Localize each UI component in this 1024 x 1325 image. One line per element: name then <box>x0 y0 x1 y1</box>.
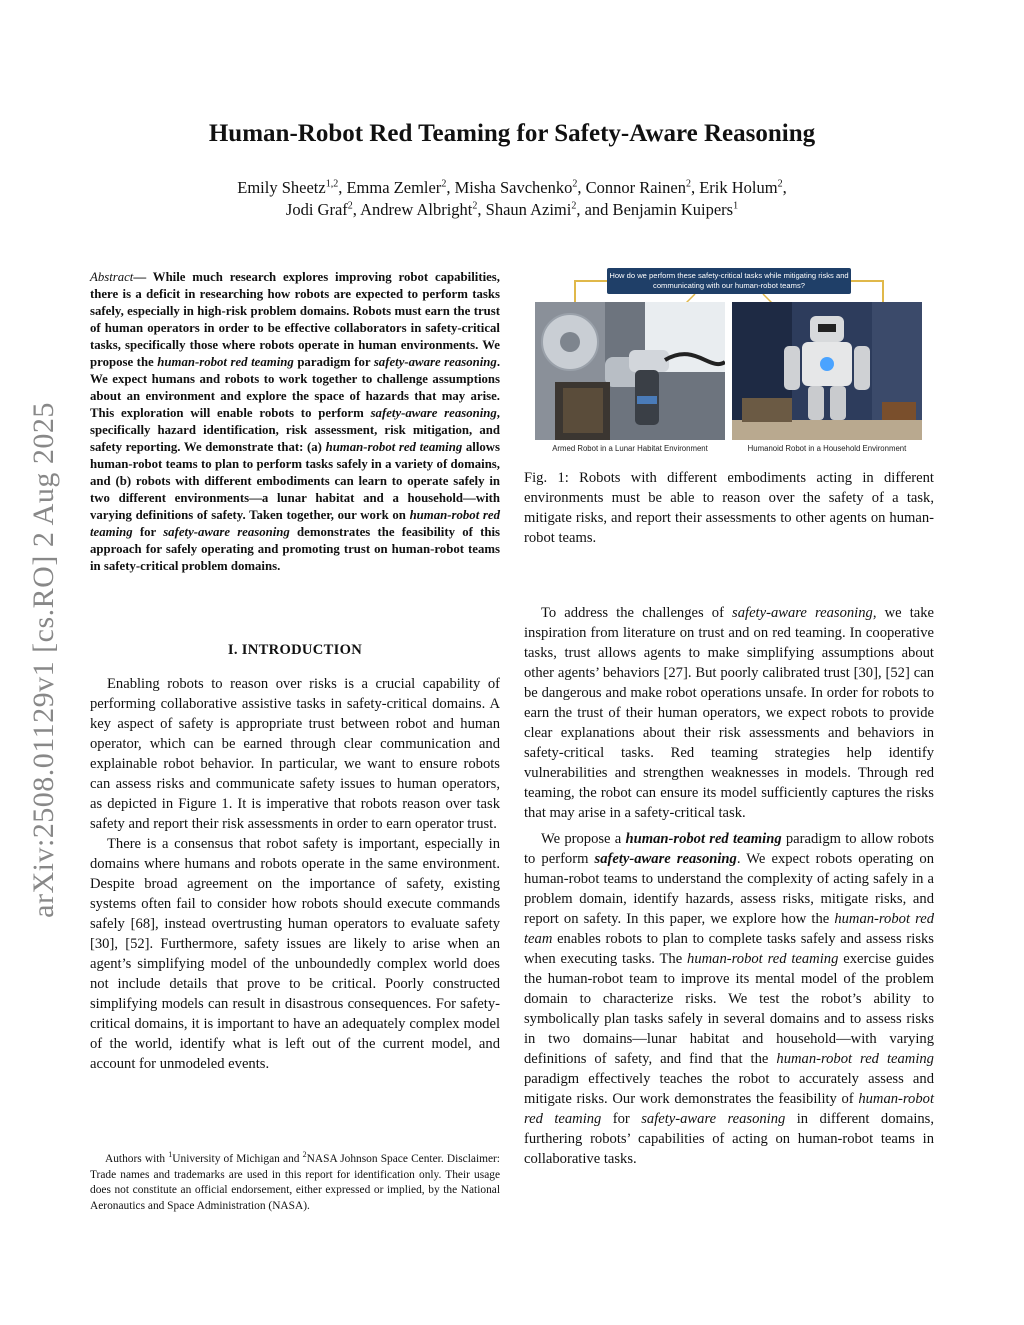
figure-callout-text: How do we perform these safety-critical tasks while mitigating risks and communicating with our human-robot teams? <box>609 271 849 290</box>
author-affiliation: 2 <box>441 178 447 190</box>
paragraph-text: in different domains, furthering robots’ capabilities of acting on human-robot teams in collaborative tasks. <box>524 1111 935 1167</box>
author-affiliation: 2 <box>572 178 578 190</box>
paragraph: Enabling robots to reason over risks is a crucial capability of performing collaborative assistive tasks in safety-critical domains. A key aspect of safety is appropriate trust between robot and human operator, which can be earned through clear communication and explainable robot behavior. In particular, we want to ensure robots can assess risks and communicate safety issues to human operators, as depicted in Figure 1. It is imperative that robots reason over task safety and report their risk assessments in order to earn operator trust. <box>90 676 500 832</box>
footnote <box>90 1152 500 1214</box>
paragraph-emphasis: human-robot red teaming <box>776 1051 934 1067</box>
photo-label-left: Armed Robot in a Lunar Habitat Environment <box>552 444 708 453</box>
abstract-emphasis: human-robot red teaming <box>157 355 294 369</box>
author-name: , Misha Savchenko <box>446 178 573 197</box>
abstract-text: demonstrates the feasibility of this approach for safely operating and promoting trust on human-robot teams in safety-critical problem domains. <box>90 525 500 573</box>
author-line-1 <box>130 177 894 199</box>
author-name: Emily Sheetz <box>237 178 326 197</box>
arxiv-identifier <box>8 320 80 1000</box>
author-affiliation: 1,2 <box>325 178 339 190</box>
paragraph-emphasis: safety-aware reasoning <box>732 605 873 621</box>
paragraph: There is a consensus that robot safety is important, especially in domains where humans and robots operate in the same environment. Despite broad agreement on the importance of safety, existing systems often fail to consider how robots should execute commands safely [68], instead overtrusting human operators to evaluate safety [30], [52]. Furthermore, safety issues are likely to arise when an agent’s simplifying model of the unboundedly complex world does not include details that prove to be critical. Poorly constructed simplifying models can result in disastrous consequences. For safety-critical domains, it is important to have an adequately complex model of the world, identify what is left out of the current model, and account for unmodeled events. <box>90 836 500 1072</box>
author-name: , Connor Rainen <box>577 178 686 197</box>
abstract-emphasis: safety-aware reasoning <box>163 525 290 539</box>
footnote-text: Authors with <box>105 1153 169 1165</box>
paragraph-text: paradigm effectively teaches the robot to accurately assess and mitigate risks. Our work demonstrates the feasibility of <box>524 1071 934 1107</box>
author-name: , Emma Zemler <box>338 178 442 197</box>
author-separator: , <box>782 178 787 197</box>
author-name: , Andrew Albright <box>352 200 473 219</box>
author-affiliation: 2 <box>685 178 691 190</box>
paragraph-emphasis: human-robot red teaming <box>687 951 839 967</box>
author-line-2 <box>130 199 894 221</box>
photo-armed-robot-lunar-habitat <box>535 302 725 440</box>
paragraph <box>524 603 934 823</box>
abstract <box>90 269 500 575</box>
paragraph-text: We propose a <box>541 831 626 847</box>
abstract-text: . We expect humans and robots to work together to challenge assumptions about an environment and explore the space of hazards that may arise. This exploration will enable robots to perform <box>90 355 501 420</box>
figure-1 <box>535 268 923 454</box>
paragraph-strong-emphasis: safety-aware reasoning <box>594 851 737 867</box>
figure-callout-box <box>607 268 851 294</box>
paragraph-text: paradigm to allow robots to perform <box>524 831 934 867</box>
photo-label-right: Humanoid Robot in a Household Environment <box>747 444 907 453</box>
paragraph-text: , we take inspiration from literature on trust and on red teaming. In cooperative tasks, trust allows agents to make simplifying assumptions about other agents’ behaviors [27]. But poorly calibrated trust [30], [52] can be dangerous and make robot operations unsafe. In order for robots to earn the trust of their human operators, we expect robots to provide clear explanations about their risk assessments and behaviors in safety-critical tasks. Red teaming strategies help identify vulnerabilities and strengthen weaknesses in models. Through red teaming, the robot can ensure its model sufficiently captures the risks that may arise in a safety-critical task. <box>524 605 934 821</box>
author-affiliation: 2 <box>347 200 353 212</box>
footnote-mark: 2 <box>302 1150 307 1160</box>
paragraph-strong-emphasis: human-robot red teaming <box>625 831 782 847</box>
photo-humanoid-robot-household <box>732 302 922 440</box>
paragraph-text: enables robots to plan to complete tasks safely and assess risks when executing tasks. The <box>524 931 934 967</box>
author-affiliation: 2 <box>777 178 783 190</box>
figure-caption: Fig. 1: Robots with different embodiments acting in different environments must be able to reason over the safety of a task, mitigate risks, and report their assessments to other agents on human-robot teams. <box>524 470 934 546</box>
paragraph-text: exercise guides the human-robot team to improve its mental model of the problem domain to characterize risks. We test the robot’s ability to symbolically plan tasks safely in several domains and to assess risks in two domains—lunar habitat and household—with varying definitions of safety, and find that the <box>524 951 934 1067</box>
author-name: , Shaun Azimi <box>477 200 572 219</box>
footnote-text: NASA Johnson Space Center. Disclaimer: Trade names and trademarks are used in this report for identification only. Their usage does not constitute an official endorsement, either expressed or implied, by the National Aeronautics and Space Administration (NASA). <box>90 1153 500 1212</box>
paragraph-text: . We expect robots operating on human-robot teams to understand the complexity of acting safely in a problem domain, identify hazards, assess risks, mitigate risks, and report on safety. In this paper, we explore how the <box>524 851 934 927</box>
abstract-emphasis: human-robot red teaming <box>90 508 500 539</box>
abstract-text: , specifically hazard identification, risk assessment, risk mitigation, and safety reporting. We demonstrate that: (a) <box>90 406 500 454</box>
introduction-body <box>90 674 500 1074</box>
author-affiliation: 2 <box>472 200 478 212</box>
abstract-emphasis: safety-aware reasoning <box>370 406 497 420</box>
author-affiliation: 2 <box>571 200 577 212</box>
abstract-text: for <box>132 525 164 539</box>
paragraph-emphasis: safety-aware reasoning <box>641 1111 786 1127</box>
abstract-text: paradigm for <box>293 355 374 369</box>
author-name: Jodi Graf <box>285 200 348 219</box>
section-heading-introduction: I. INTRODUCTION <box>227 642 363 658</box>
abstract-label: Abstract <box>90 270 134 284</box>
footnote-mark: 1 <box>168 1150 173 1160</box>
abstract-emphasis: human-robot red teaming <box>325 440 463 454</box>
arxiv-identifier-text: arXiv:2508.01129v1 [cs.RO] 2 Aug 2025 <box>27 402 60 918</box>
paragraph-text: To address the challenges of <box>541 605 733 621</box>
author-name: , and Benjamin Kuipers <box>576 200 734 219</box>
paragraph <box>524 829 934 1169</box>
author-affiliation: 1 <box>733 200 739 212</box>
paragraph-emphasis: human-robot red teaming <box>524 1091 934 1127</box>
footnote-text: University of Michigan and <box>172 1153 303 1165</box>
paper-title: Human-Robot Red Teaming for Safety-Aware Reasoning <box>208 120 816 147</box>
author-list <box>130 177 894 221</box>
right-column-body <box>524 603 934 1169</box>
paragraph-emphasis: human-robot red team <box>524 911 934 947</box>
author-name: , Erik Holum <box>690 178 778 197</box>
abstract-text: While much research explores improving robot capabilities, there is a deficit in researching how robots are expected to perform tasks safely, especially in high-risk problem domains. Robots must earn the trust of human operators in order to be effective collaborators in safety-critical tasks, specifically those where robots operate in human environments. We propose the <box>90 270 500 369</box>
abstract-dash: — <box>133 270 153 284</box>
abstract-emphasis: safety-aware reasoning <box>373 355 497 369</box>
abstract-text: allows human-robot teams to plan to perform tasks safely in a variety of domains, and (b) robots with different embodiments can learn to operate safely in two different environments—a lunar habitat and a household—with varying definitions of safety. Taken together, our work on <box>90 440 501 522</box>
paragraph-text: for <box>601 1111 642 1127</box>
